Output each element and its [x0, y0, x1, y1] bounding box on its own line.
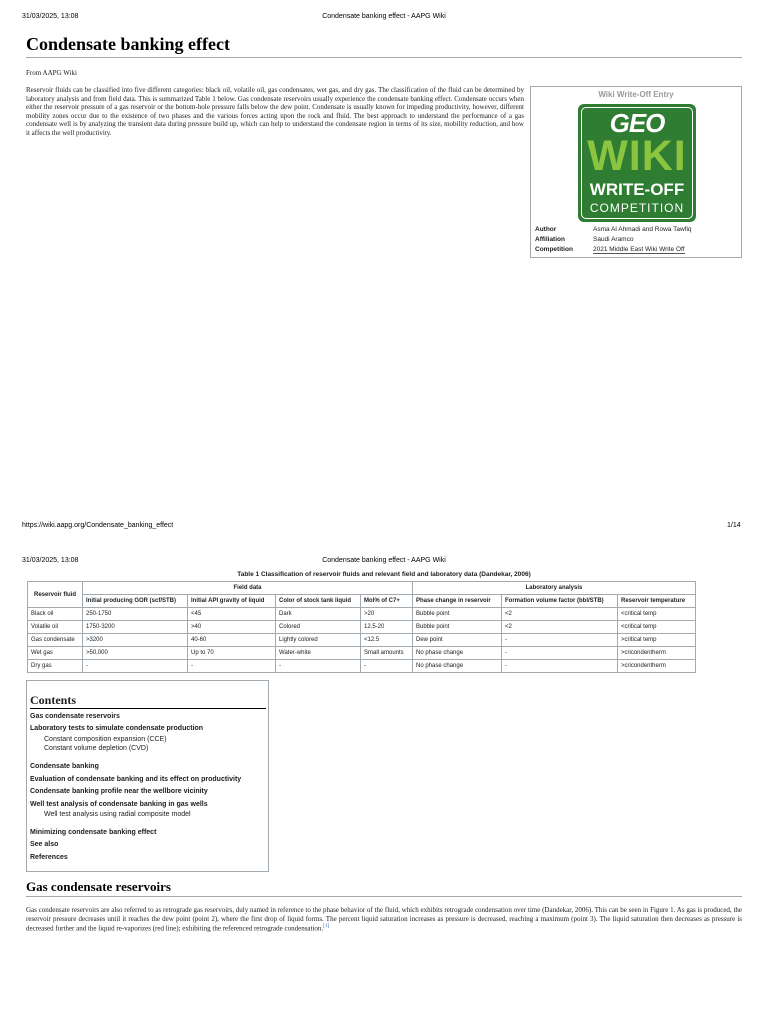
- table-column-header: Reservoir temperature: [618, 595, 696, 608]
- table-cell: 40-60: [188, 634, 276, 647]
- table-cell: Gas condensate: [28, 634, 83, 647]
- table-cell: Small amounts: [361, 647, 413, 660]
- toc-title: Contents: [30, 693, 77, 707]
- table-column-header: Color of stock tank liquid: [276, 595, 361, 608]
- table-cell: Dry gas: [28, 660, 83, 673]
- table-cell: >20: [361, 608, 413, 621]
- table-cell: <45: [188, 608, 276, 621]
- infobox-title: Wiki Write-Off Entry: [598, 90, 674, 99]
- table-cell: -: [502, 634, 618, 647]
- table-of-contents: [26, 680, 269, 872]
- table-group-header: Field data: [83, 582, 413, 595]
- geowiki-logo: [578, 104, 696, 222]
- print-header-title: Condensate banking effect - AAPG Wiki: [322, 13, 446, 20]
- print-footer-page: 1/14: [727, 522, 741, 529]
- table-cell: >40: [188, 621, 276, 634]
- table-cell: >3200: [83, 634, 188, 647]
- table-cell: >critical temp: [618, 634, 696, 647]
- reference-link[interactable]: [1]: [323, 924, 330, 930]
- infobox: [530, 86, 742, 258]
- toc-divider: [30, 708, 266, 709]
- print-header-datetime: 31/03/2025, 13:08: [22, 13, 79, 20]
- table-cell: No phase change: [413, 647, 502, 660]
- table-cell: Lightly colored: [276, 634, 361, 647]
- logo-line-wiki: WIKI: [587, 132, 687, 180]
- table-cell: No phase change: [413, 660, 502, 673]
- title-divider: [26, 57, 742, 58]
- section-paragraph: [26, 906, 742, 933]
- table-row: [28, 634, 696, 647]
- intro-paragraph: Reservoir fluids can be classified into five different categories: black oil, volatile oil, gas condensates, wet gas, and dry gas. The classification of the fluid can be determined by laboratory analysis and from field data. This is summarized Table 1 below. Gas condensate reservoirs usually experience the condensate banking effect. Condensate occurs when either the reservoir pressure of a gas reservoir or the bottom-hole pressure falls below the dew point. Condensate is usually known for impeding productivity, however, different mobility zones occur due to the existence of two phases and the various forces acting upon the rock and fluid. The best approach to understand the performance of a gas condensate well is by analyzing the transient data during pressure build up, which can help to understand the condensate region in terms of its size, mobility reduction, and how it affects the well productivity.: [26, 86, 524, 137]
- infobox-value: Asma Al Ahmadi and Rowa Tawfiq: [593, 226, 692, 233]
- table-cell: Dark: [276, 608, 361, 621]
- toc-item[interactable]: Condensate banking: [30, 763, 99, 770]
- table-cell: <2: [502, 621, 618, 634]
- toc-item[interactable]: Evaluation of condensate banking and its effect on productivity: [30, 776, 242, 783]
- toc-item[interactable]: Gas condensate reservoirs: [30, 713, 120, 720]
- table-cell: >cricondentherm: [618, 660, 696, 673]
- table-cell: 12.5-20: [361, 621, 413, 634]
- table-cell: Up to 70: [188, 647, 276, 660]
- infobox-value: Saudi Aramco: [593, 236, 634, 243]
- from-label: From AAPG Wiki: [26, 69, 77, 77]
- table-column-header: Mol% of C7+: [361, 595, 413, 608]
- section-text: Gas condensate reservoirs are also referred to as retrograde gas reservoirs, duly named in reference to the phase behavior of the fluid, which exhibits retrograde condensation over time (Dandekar, 2006). This can be seen in Figure 1. As gas is produced, the reservoir pressure decreases until it reaches the dew point (point 2), where the first drop of liquid forms. The percent liquid saturation increases as pressure is decreased, reaching a maximum (point 3). The liquid saturation then decreases as pressure is decreased further and the liquid re-vaporizes (red line); exhibiting the referenced retrograde condensation.: [26, 906, 742, 933]
- toc-item[interactable]: See also: [30, 841, 59, 848]
- table-row: [28, 608, 696, 621]
- fluid-classification-table: [27, 581, 696, 673]
- toc-item[interactable]: Well test analysis of condensate banking in gas wells: [30, 801, 208, 808]
- print-header-datetime: 31/03/2025, 13:08: [22, 557, 79, 564]
- table-column-header: Formation volume factor (bbl/STB): [502, 595, 618, 608]
- toc-subitem[interactable]: Constant composition expansion (CCE): [44, 736, 167, 743]
- table-row: [28, 647, 696, 660]
- table-cell: Volatile oil: [28, 621, 83, 634]
- table-row: [28, 621, 696, 634]
- table-cell: -: [276, 660, 361, 673]
- logo-line-writeoff: WRITE-OFF: [589, 180, 685, 199]
- table-cell: -: [361, 660, 413, 673]
- page-title: Condensate banking effect: [26, 34, 231, 54]
- table-cell: Wet gas: [28, 647, 83, 660]
- table-cell: Bubble point: [413, 621, 502, 634]
- table-caption: Table 1 Classification of reservoir fluids and relevant field and laboratory data (Dandekar, 2006): [237, 571, 531, 578]
- table-cell: -: [188, 660, 276, 673]
- table-cell: >cricondentherm: [618, 647, 696, 660]
- infobox-key: Author: [535, 226, 557, 233]
- table-cell: <critical temp: [618, 608, 696, 621]
- table-group-header: Laboratory analysis: [413, 582, 696, 595]
- table-row: [28, 660, 696, 673]
- table-cell: 1750-3200: [83, 621, 188, 634]
- print-header-title: Condensate banking effect - AAPG Wiki: [322, 557, 446, 564]
- table-cell: -: [83, 660, 188, 673]
- toc-item[interactable]: Condensate banking profile near the wellbore vicinity: [30, 788, 208, 795]
- table-cell: <12.5: [361, 634, 413, 647]
- toc-subitem[interactable]: Constant volume depletion (CVD): [44, 745, 149, 752]
- table-column-header: Initial producing GOR (scf/STB): [83, 595, 188, 608]
- competition-link[interactable]: 2021 Middle East Wiki Write Off: [593, 246, 685, 253]
- logo-line-competition: COMPETITION: [589, 201, 685, 215]
- infobox-key: Competition: [535, 246, 573, 253]
- toc-item[interactable]: Minimizing condensate banking effect: [30, 829, 157, 836]
- section-divider: [26, 896, 742, 897]
- table-cell: -: [502, 660, 618, 673]
- table-cell: Water-white: [276, 647, 361, 660]
- toc-subitem[interactable]: Well test analysis using radial composite model: [44, 811, 191, 818]
- print-footer-url: https://wiki.aapg.org/Condensate_banking_effect: [22, 522, 174, 529]
- table-column-header: Phase change in reservoir: [413, 595, 502, 608]
- logo-line-geo: GEO: [609, 108, 665, 138]
- infobox-key: Affiliation: [535, 236, 565, 243]
- toc-item[interactable]: References: [30, 854, 68, 861]
- table-cell: Colored: [276, 621, 361, 634]
- table-cell: Bubble point: [413, 608, 502, 621]
- table-group-header: Reservoir fluid: [28, 582, 83, 608]
- table-cell: -: [502, 647, 618, 660]
- table-cell: <2: [502, 608, 618, 621]
- table-column-header: Initial API gravity of liquid: [188, 595, 276, 608]
- toc-item[interactable]: Laboratory tests to simulate condensate production: [30, 725, 204, 732]
- table-cell: Dew point: [413, 634, 502, 647]
- table-cell: >50,000: [83, 647, 188, 660]
- table-cell: <critical temp: [618, 621, 696, 634]
- table-cell: 250-1750: [83, 608, 188, 621]
- table-cell: Black oil: [28, 608, 83, 621]
- section-heading: Gas condensate reservoirs: [26, 879, 171, 894]
